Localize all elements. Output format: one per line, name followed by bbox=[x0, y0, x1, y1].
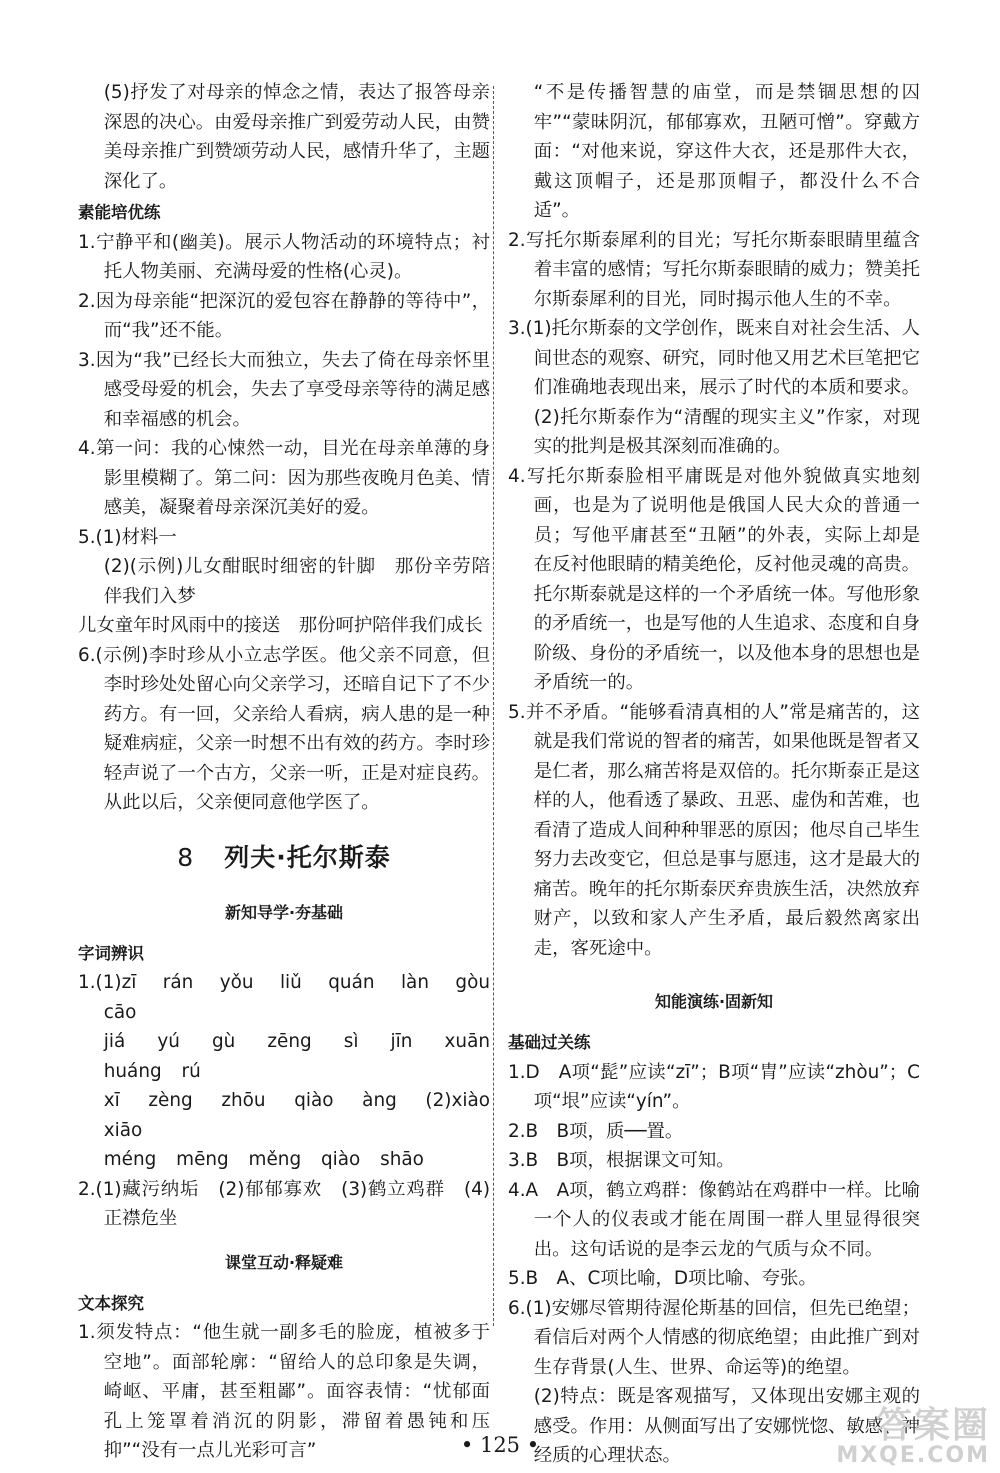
section-heading: 字词辨识 bbox=[78, 943, 144, 963]
answer-item: 3.因为“我”已经长大而独立，失去了倚在母亲怀里感受母爱的机会，失去了享受母亲等待的满足感和幸福感的机会。 bbox=[78, 349, 490, 430]
answer-item: 2.写托尔斯泰犀利的目光；写托尔斯泰眼睛里蕴含着丰富的感情；写托尔斯泰眼睛的威力；赞美托尔斯泰犀利的目光，同时揭示他人生的不幸。 bbox=[508, 229, 920, 310]
answer-subitem: (2)特点：既是客观描写，又体现出安娜主观的感受。作用：从侧面写出了安娜恍惚、敏感、神经质的心理状态。 bbox=[533, 1386, 920, 1466]
section-heading: 基础过关练 bbox=[508, 1033, 591, 1052]
answer-item: 1.D A项“髭”应读“zī”；B项“胄”应读“zhòu”；C项“垠”应读“yín”。 bbox=[508, 1061, 920, 1112]
answer-item: 6.(示例)李时珍从小立志学医。他父亲不同意，但李时珍处处留心向父亲学习，还暗自记下了不少药方。有一回，父亲给人看病，病人患的是一种疑难病症，父亲一时想不出有效的药方。李时珍轻声说了一个古方，父亲一听，正是对症良药。从此以后，父亲便同意他学医了。 bbox=[78, 644, 490, 813]
right-column bbox=[508, 78, 920, 1471]
answer-item: 5.并不矛盾。“能够看清真相的人”常是痛苦的，这就是我们常说的智者的痛苦，如果他既是智者又是仁者，那么痛苦将是双倍的。托尔斯泰正是这样的人，他看透了暴政、丑恶、虚伪和苦难，也看清了造成人间种种罪恶的原因；他尽自己毕生努力去改变它，但总是事与愿违，这才是最大的痛苦。晚年的托尔斯泰厌弃贵族生活，决然放弃财产，以致和家人产生矛盾，最后毅然离家出走，客死途中。 bbox=[508, 701, 920, 959]
pinyin-line: 1.(1)zī rán yǒu liǔ quán làn gòu cāo bbox=[78, 972, 490, 1023]
answer-item: 3.(1)托尔斯泰的文学创作，既来自对社会生活、人间世态的观察、研究，同时他又用艺术巨笔把它们准确地表现出来，展示了时代的本质和要求。 bbox=[508, 318, 920, 398]
page-number: • 125 • bbox=[460, 1433, 540, 1457]
answer-item: 2.因为母亲能“把深沉的爱包容在静静的等待中”，而“我”还不能。 bbox=[78, 290, 490, 341]
answer-item: 5.(1)材料一 bbox=[78, 526, 177, 548]
section-heading: 文本探究 bbox=[78, 1293, 144, 1313]
lesson-number: 8 bbox=[177, 842, 195, 872]
answer-item: 1.宁静平和(幽美)。展示人物活动的环境特点；衬托人物美丽、充满母爱的性格(心灵)。 bbox=[78, 231, 490, 282]
watermark-text: 答案圈 bbox=[875, 1405, 990, 1446]
answer-item: 4.A A项，鹤立鸡群：像鹤站在鸡群中一样。比喻一个人的仪表或才能在周围一群人里显得很突出。这句话说的是李云龙的气质与众不同。 bbox=[508, 1179, 920, 1260]
column-divider bbox=[493, 86, 494, 1326]
answer-subitem: 儿女童年时风雨中的接送 那份呵护陪伴我们成长 bbox=[78, 615, 483, 636]
answer-item: 3.B B项，根据课文可知。 bbox=[508, 1150, 735, 1171]
answer-item: 1.须发特点：“他生就一副多毛的脸庞，植被多于空地”。面部轮廓：“留给人的总印象是失调，崎岖、平庸，甚至粗鄙”。面容表情：“忧郁面孔上笼罩着消沉的阴影，滞留着愚钝和压抑”“没有一点儿光彩可言” bbox=[78, 1322, 490, 1461]
lesson-title bbox=[78, 838, 490, 874]
part-heading: 课堂互动·释疑难 bbox=[224, 1252, 344, 1272]
pinyin-line: méng mēng měng qiào shāo bbox=[103, 1149, 424, 1170]
answer-item: (5)抒发了对母亲的悼念之情，表达了报答母亲深恩的决心。由爱母亲推广到爱劳动人民，由赞美母亲推广到赞颂劳动人民，感情升华了，主题深化了。 bbox=[103, 82, 490, 192]
left-column bbox=[78, 78, 490, 1466]
lesson-title-text: 列夫·托尔斯泰 bbox=[224, 842, 391, 872]
answer-item: 2.(1)藏污纳垢 (2)郁郁寡欢 (3)鹤立鸡群 (4)正襟危坐 bbox=[78, 1178, 490, 1229]
answer-subitem: (2)(示例)儿女酣眠时细密的针脚 那份辛劳陪伴我们入梦 bbox=[103, 556, 490, 607]
watermark-logo bbox=[810, 1407, 990, 1467]
answer-continuation: “不是传播智慧的庙堂，而是禁锢思想的囚牢”“蒙昧阴沉，郁郁寡欢，丑陋可憎”。穿戴方面：“对他来说，穿这件大衣，还是那件大衣，戴这顶帽子，还是那顶帽子，都没什么不合适”。 bbox=[533, 82, 920, 221]
answer-subitem: (2)托尔斯泰作为“清醒的现实主义”作家，对现实的批判是极其深刻而准确的。 bbox=[533, 406, 920, 457]
part-heading: 新知导学·夯基础 bbox=[224, 902, 344, 922]
answer-item: 5.B A、C项比喻，D项比喻、夸张。 bbox=[508, 1268, 817, 1289]
watermark-url: MXQE.COM bbox=[836, 1443, 990, 1468]
answer-item: 4.第一问：我的心悚然一动，目光在母亲单薄的身影里模糊了。第二问：因为那些夜晚月色美、情感美，凝聚着母亲深沉美好的爱。 bbox=[78, 438, 490, 518]
answer-item: 6.(1)安娜尽管期待渥伦斯基的回信，但先已绝望；看信后对两个人情感的彻底绝望；由此推广到对生存背景(人生、世界、命运等)的绝望。 bbox=[508, 1297, 920, 1378]
pinyin-line: xī zèng zhōu qiào àng (2)xiào xiāo bbox=[103, 1090, 490, 1141]
answer-item: 4.写托尔斯泰脸相平庸既是对他外貌做真实地刻画，也是为了说明他是俄国人民大众的普通一员；写他平庸甚至“丑陋”的外表，实际上却是在反衬他眼睛的精美绝伦，反衬他灵魂的高贵。托尔斯泰就是这样的一个矛盾统一体。写他形象的矛盾统一，也是写他的人生追求、态度和自身阶级、身份的矛盾统一，以及他本身的思想也是矛盾统一的。 bbox=[508, 465, 920, 693]
section-heading: 素能培优练 bbox=[78, 203, 161, 222]
part-heading: 知能演练·固新知 bbox=[654, 992, 774, 1011]
answer-item: 2.B B项，质──置。 bbox=[508, 1120, 684, 1142]
pinyin-line: jiá yú gù zēng sì jīn xuān huáng rú bbox=[103, 1031, 490, 1082]
